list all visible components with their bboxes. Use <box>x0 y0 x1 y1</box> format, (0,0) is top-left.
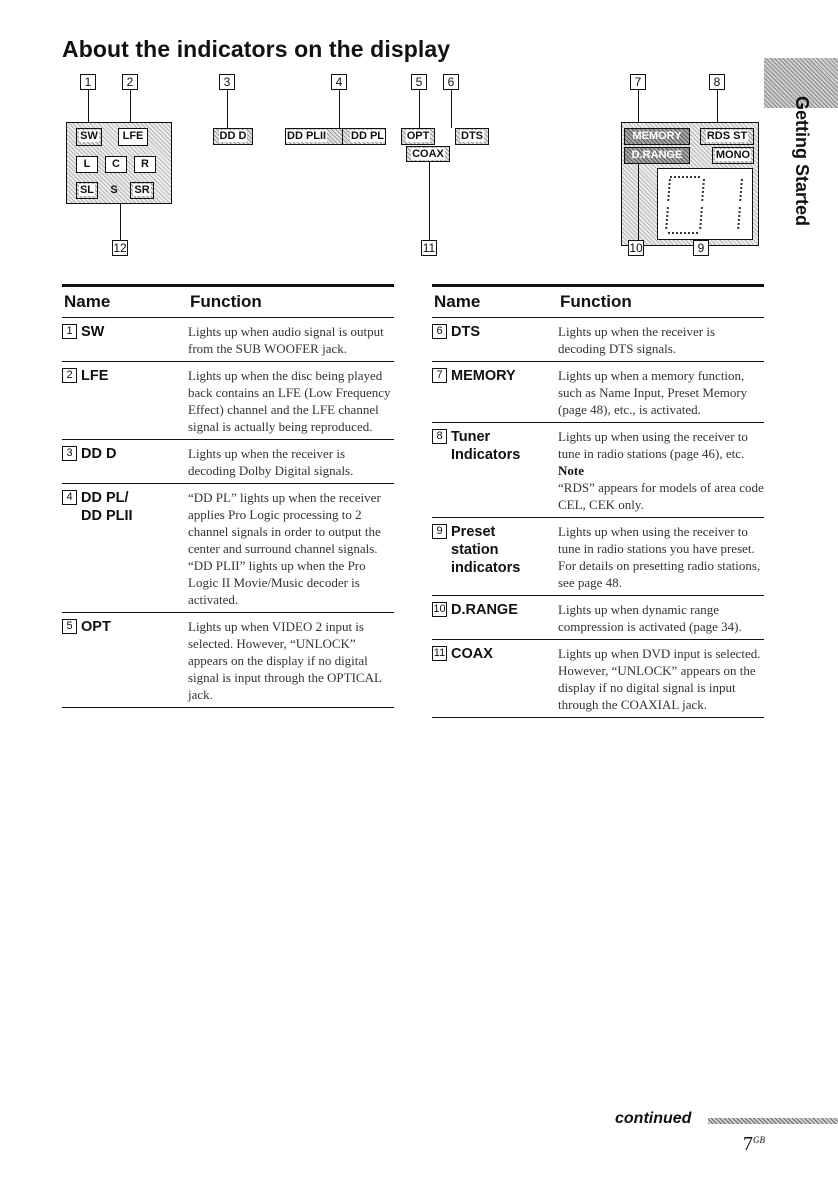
indicator-dts: DTS <box>455 128 489 145</box>
callout-1: 1 <box>80 74 96 90</box>
row-number: 3 <box>62 446 77 461</box>
table-row <box>432 640 764 718</box>
table-row <box>432 362 764 423</box>
row-name: LFE <box>81 368 109 384</box>
leader-line <box>638 164 639 240</box>
row-name: DTS <box>451 324 480 340</box>
row-function-text: Lights up when using the receiver to tune in radio stations (page 46), etc. <box>558 429 748 461</box>
indicator-sr: SR <box>130 182 154 199</box>
preset-segment-display <box>657 168 753 240</box>
leader-line <box>120 204 121 240</box>
continued-label: continued <box>615 1110 692 1127</box>
callout-4: 4 <box>331 74 347 90</box>
header-name: Name <box>64 292 111 311</box>
row-number: 1 <box>62 324 77 339</box>
callout-8: 8 <box>709 74 725 90</box>
leader-line <box>451 90 452 128</box>
row-number: 10 <box>433 603 446 615</box>
section-tab-label: Getting Started <box>792 96 812 227</box>
row-function: Lights up when the receiver is decoding Dolby Digital signals. <box>188 446 354 478</box>
row-name: D.RANGE <box>451 602 518 618</box>
row-name: MEMORY <box>451 368 516 384</box>
indicator-l: L <box>76 156 98 173</box>
row-number: 8 <box>432 429 447 444</box>
callout-9: 9 <box>693 240 709 256</box>
row-function: Lights up when using the receiver to tune in radio stations you have preset. For details on presetting radio stations, see page 48. <box>558 524 761 590</box>
row-name: DD D <box>81 446 117 462</box>
callout-6: 6 <box>443 74 459 90</box>
table-row <box>432 596 764 640</box>
page-title: About the indicators on the display <box>62 36 451 62</box>
callout-12: 12 <box>113 241 127 255</box>
indicator-table-right <box>432 284 764 718</box>
row-number: 5 <box>62 619 77 634</box>
row-function: Lights up when dynamic range compression is activated (page 34). <box>558 602 742 634</box>
continued-bar <box>708 1118 838 1124</box>
indicator-dolby-pl: DD PL <box>342 128 386 145</box>
row-function: Lights up when the disc being played back contains an LFE (Low Frequency Effect) channel and the LFE channel signal is actually being reproduced. <box>188 368 391 434</box>
indicator-dolby-digital: DD D <box>213 128 253 145</box>
header-function: Function <box>560 292 632 311</box>
callout-7: 7 <box>630 74 646 90</box>
callout-3: 3 <box>219 74 235 90</box>
table-row <box>62 362 394 440</box>
row-number: 2 <box>62 368 77 383</box>
row-number: 4 <box>62 490 77 505</box>
indicator-r: R <box>134 156 156 173</box>
row-function: Lights up when DVD input is selected. However, “UNLOCK” appears on the display if no digital signal is input through the COAXIAL jack. <box>558 646 761 712</box>
table-row <box>62 484 394 613</box>
row-name: COAX <box>451 646 493 662</box>
indicator-coax: COAX <box>406 146 450 162</box>
header-name: Name <box>434 292 481 311</box>
page-number-suffix: GB <box>753 1135 765 1145</box>
indicator-s: S <box>110 184 118 196</box>
indicator-c: C <box>105 156 127 173</box>
row-function <box>558 428 764 513</box>
indicator-drange: D.RANGE <box>624 147 690 164</box>
indicator-opt: OPT <box>401 128 435 145</box>
row-number: 9 <box>432 524 447 539</box>
row-name: Preset station indicators <box>451 524 521 576</box>
indicator-memory: MEMORY <box>624 128 690 145</box>
row-function: “DD PL” lights up when the receiver applies Pro Logic processing to 2 channel signals in order to output the center and surround channel signals. “DD PLII” lights up when the Pro Logic II Movie/Music decoder is activated. <box>188 490 381 607</box>
row-function: Lights up when the receiver is decoding DTS signals. <box>558 324 716 356</box>
table-header <box>432 287 764 317</box>
row-name: OPT <box>81 619 111 635</box>
indicator-rds-st: RDS ST <box>700 128 754 145</box>
row-function: Lights up when VIDEO 2 input is selected. However, “UNLOCK” appears on the display if no digital signal is input through the OPTICAL jack. <box>188 619 382 702</box>
table-row <box>432 518 764 596</box>
leader-line <box>429 162 430 240</box>
indicator-table-left <box>62 284 394 708</box>
row-number: 11 <box>433 647 446 659</box>
row-name: SW <box>81 324 105 340</box>
table-header <box>62 287 394 317</box>
callout-10: 10 <box>629 241 643 255</box>
indicator-sl: SL <box>76 182 98 199</box>
table-row <box>62 613 394 708</box>
leader-line <box>339 90 340 128</box>
callout-11: 11 <box>422 241 436 255</box>
header-function: Function <box>190 292 262 311</box>
seven-segment-icon <box>658 169 752 239</box>
row-function: Lights up when audio signal is output from the SUB WOOFER jack. <box>188 324 384 356</box>
indicator-mono: MONO <box>712 147 754 164</box>
note-label: Note <box>558 463 584 478</box>
note-text: “RDS” appears for models of area code CEL, CEK only. <box>558 480 764 512</box>
row-number: 6 <box>432 324 447 339</box>
indicator-lfe: LFE <box>118 128 148 146</box>
row-function: Lights up when a memory function, such as Name Input, Preset Memory (page 48), etc., is activated. <box>558 368 748 417</box>
table-row <box>62 318 394 362</box>
table-row <box>62 440 394 484</box>
row-name: DD PL/ DD PLII <box>81 490 133 524</box>
row-number: 7 <box>432 368 447 383</box>
table-row <box>432 318 764 362</box>
table-row <box>432 423 764 518</box>
page-number-value: 7 <box>743 1133 753 1155</box>
row-name: Tuner Indicators <box>451 429 521 463</box>
leader-line <box>419 90 420 128</box>
indicator-dolby-plii: DD PLII <box>285 128 375 145</box>
callout-5: 5 <box>411 74 427 90</box>
callout-2: 2 <box>122 74 138 90</box>
page-number <box>743 1133 765 1156</box>
indicator-sw: SW <box>76 128 102 146</box>
leader-line <box>227 90 228 128</box>
